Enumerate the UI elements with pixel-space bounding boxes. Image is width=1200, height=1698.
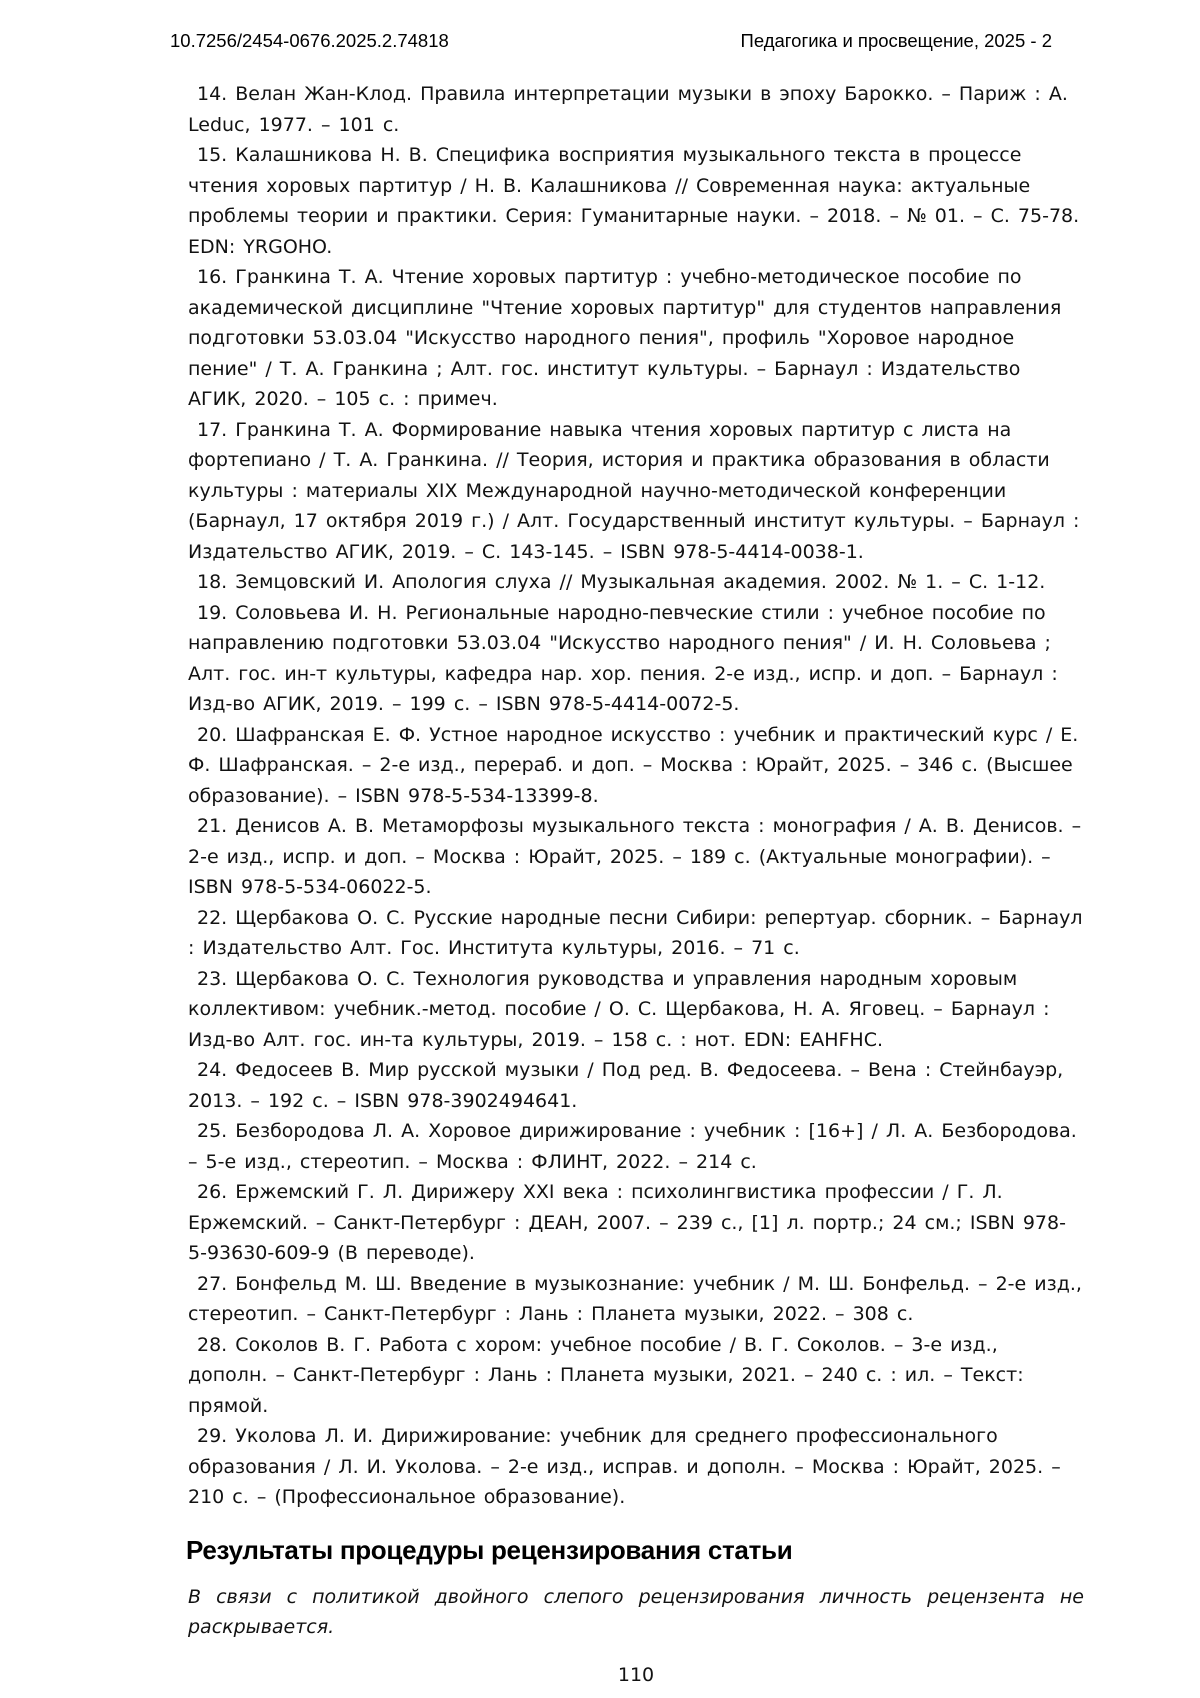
page-header <box>170 30 1052 52</box>
reference-item: 28. Соколов В. Г. Работа с хором: учебное пособие / В. Г. Соколов. – 3-е изд., дополн. – Санкт-Петербург : Лань : Планета музыки, 2021. – 240 с. : ил. – Текст: прямой. <box>188 1333 1024 1417</box>
reference-item: 21. Денисов А. В. Метаморфозы музыкального текста : монография / А. В. Денисов. – 2-е изд., испр. и доп. – Москва : Юрайт, 2025. – 189 с. (Актуальные монографии). – ISBN 978-5-534-06022-5. <box>188 815 1082 898</box>
reference-item: 27. Бонфельд М. Ш. Введение в музыкознание: учебник / М. Ш. Бонфельд. – 2-е изд., стереотип. – Санкт-Петербург : Лань : Планета музыки, 2022. – 308 с. <box>188 1272 1082 1325</box>
reference-item: 26. Ержемский Г. Л. Дирижеру XXI века : психолингвистика профессии / Г. Л. Ержемский. – Санкт-Петербург : ДЕАН, 2007. – 239 с., [1] л. портр.; 24 см.; ISBN 978-5-93630-609-9 (В переводе). <box>188 1181 1066 1264</box>
journal-issue: Педагогика и просвещение, 2025 - 2 <box>740 30 1052 51</box>
reference-item: 17. Гранкина Т. А. Формирование навыка чтения хоровых партитур с листа на фортепиано / Т. А. Гранкина. // Теория, история и практика образования в области культуры : материалы XIX Международной научно-методической конференции (Барнаул, 17 октября 2019 г.) / Алт. Государственный институт культуры. – Барнаул : Издательство АГИК, 2019. – С. 143-145. – ISBN 978-5-4414-0038-1. <box>188 418 1080 563</box>
reference-item: 14. Велан Жан-Клод. Правила интерпретации музыки в эпоху Барокко. – Париж : А. Leduc, 1977. – 101 с. <box>188 83 1068 136</box>
reference-item: 23. Щербакова О. С. Технология руководства и управления народным хоровым коллективом: учебник.-метод. пособие / О. С. Щербакова, Н. А. Яговец. – Барнаул : Изд-во Алт. гос. ин-та культуры, 2019. – 158 с. : нот. EDN: EAHFHC. <box>188 967 1050 1051</box>
reference-item: 24. Федосеев В. Мир русской музыки / Под ред. В. Федосеева. – Вена : Стейнбауэр, 2013. – 192 с. – ISBN 978-3902494641. <box>188 1059 1064 1112</box>
reference-item: 16. Гранкина Т. А. Чтение хоровых партитур : учебно-методическое пособие по академической дисциплине "Чтение хоровых партитур" для студентов направления подготовки 53.03.04 "Искусство народного пения", профиль "Хоровое народное пение" / Т. А. Гранкина ; Алт. гос. институт культуры. – Барнаул : Издательство АГИК, 2020. – 105 с. : примеч. <box>188 266 1062 410</box>
reference-item: 20. Шафранская Е. Ф. Устное народное искусство : учебник и практический курс / Е. Ф. Шафранская. – 2-е изд., перераб. и доп. – Москва : Юрайт, 2025. – 346 с. (Высшее образование). – ISBN 978-5-534-13399-8. <box>188 723 1079 807</box>
reference-item: 25. Безбородова Л. А. Хоровое дирижирование : учебник : [16+] / Л. А. Безбородова. – 5-е изд., стереотип. – Москва : ФЛИНТ, 2022. – 214 с. <box>188 1120 1077 1173</box>
reference-item: 15. Калашникова Н. В. Специфика восприятия музыкального текста в процессе чтения хоровых партитур / Н. В. Калашникова // Современная наука: актуальные проблемы теории и практики. Серия: Гуманитарные науки. – 2018. – № 01. – С. 75-78. EDN: YRGOHO. <box>188 144 1080 258</box>
doi: 10.7256/2454-0676.2025.2.74818 <box>170 30 449 51</box>
review-section-heading: Результаты процедуры рецензирования статьи <box>186 1534 793 1565</box>
reference-item: 29. Уколова Л. И. Дирижирование: учебник для среднего профессионального образования / Л. И. Уколова. – 2-е изд., исправ. и дополн. – Москва : Юрайт, 2025. – 210 с. – (Профессиональное образование). <box>188 1425 1061 1508</box>
reference-list <box>188 79 1084 1513</box>
reference-item: 18. Земцовский И. Апология слуха // Музыкальная академия. 2002. № 1. – С. 1-12. <box>197 571 1046 593</box>
page-number: 110 <box>617 1664 655 1686</box>
reference-item: 19. Соловьева И. Н. Региональные народно-певческие стили : учебное пособие по направлению подготовки 53.03.04 "Искусство народного пения" / И. Н. Соловьева ; Алт. гос. ин-т культуры, кафедра нар. хор. пения. 2-е изд., испр. и доп. – Барнаул : Изд-во АГИК, 2019. – 199 с. – ISBN 978-5-4414-0072-5. <box>188 601 1058 715</box>
reference-item: 22. Щербакова О. С. Русские народные песни Сибири: репертуар. сборник. – Барнаул : Издательство Алт. Гос. Института культуры, 2016. – 71 с. <box>188 906 1083 959</box>
document-page <box>0 30 1200 1698</box>
review-note: В связи с политикой двойного слепого рецензирования личность рецензента не раскрывается. <box>188 1585 1084 1638</box>
